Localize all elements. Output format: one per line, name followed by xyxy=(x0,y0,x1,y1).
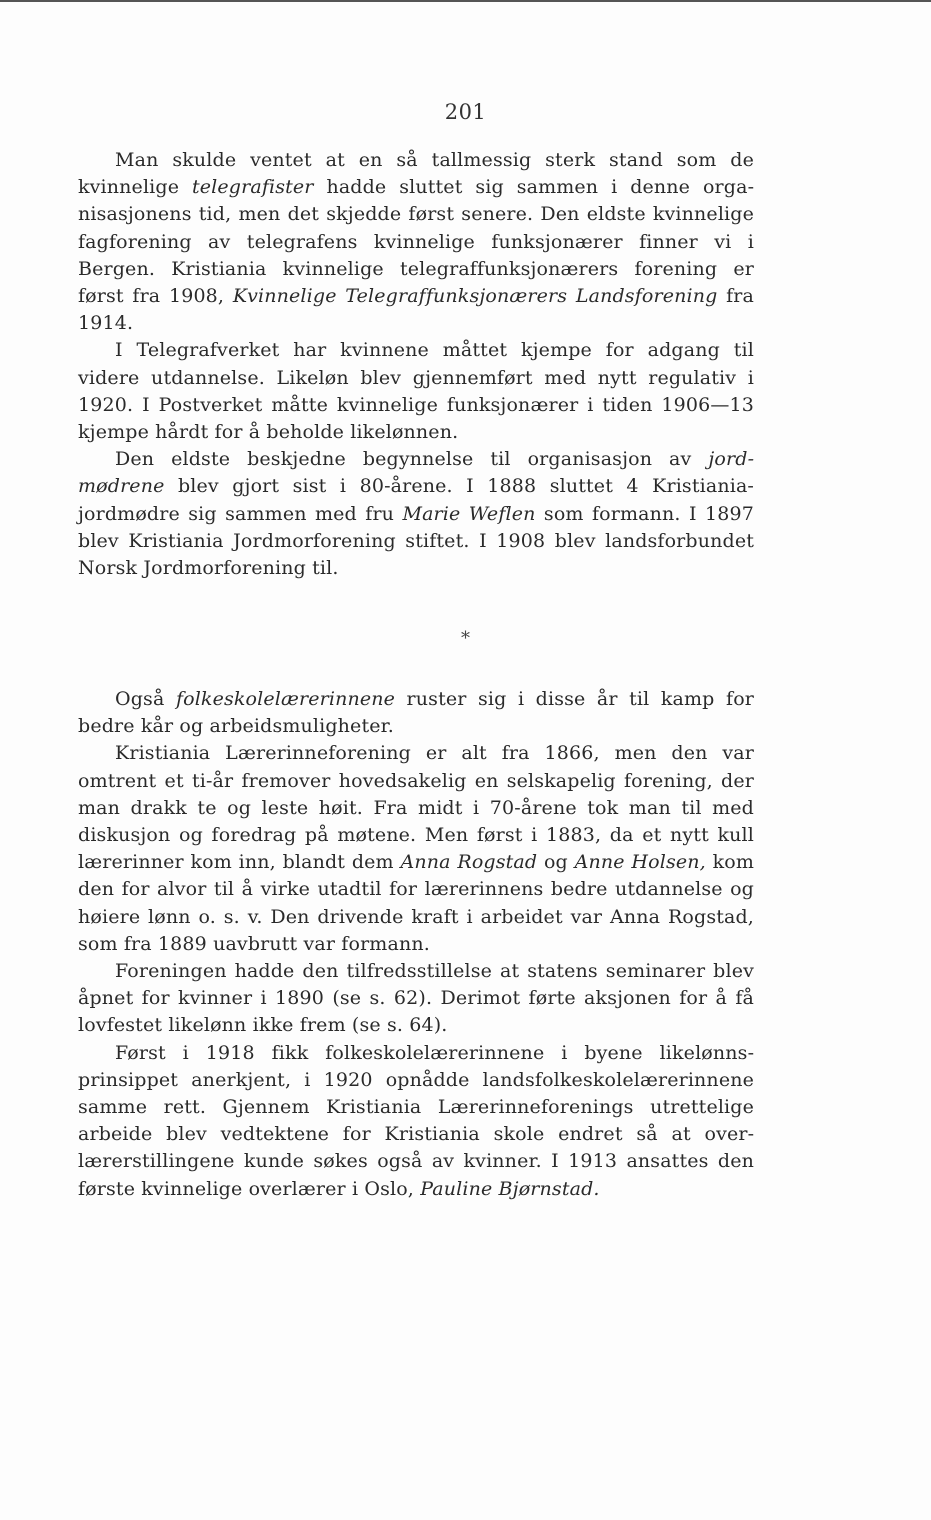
text-run: hadde sluttet sig sammen i denne organisasjonens tid, men det skjedde først senere. Den eldste kvinnelige fagforening av telegrafens kvinnelige funksjonærer finner vi i Bergen. Kristiania kvinnelige telegraffunksjonærers forening er først fra 1908, xyxy=(78,176,754,308)
text-run: kom den for alvor til å virke utadtil for lærerinnens bedre utdannelse og høiere lønn o. s. v. Den drivende kraft i arbeidet var Anna Rogstad, som fra 1889 uavbrutt var formann. xyxy=(78,851,755,955)
text-run-italic: Pauline Bjørnstad. xyxy=(420,1177,600,1200)
text-run: som formann. I 1897 blev Kristiania Jordmorforening stiftet. I 1908 blev landsforbundet Norsk Jordmorforening til. xyxy=(78,502,754,580)
section-separator: * xyxy=(461,628,470,649)
paragraph-telegrafverket xyxy=(78,337,754,446)
text-run: Også xyxy=(115,688,176,710)
paragraph-telegrafister xyxy=(78,147,754,337)
text-run-italic: Anne Holsen, xyxy=(574,851,706,874)
text-run-italic: folkeskolelærerinnene xyxy=(175,688,396,710)
paragraph-likelonn xyxy=(78,1040,754,1203)
text-run: I Telegrafverket har kvinnene måttet kjempe for adgang til videre utdannelse. Likeløn blev gjennemført med nytt regulativ i 1920. I Postverket måtte kvinnelige funksjonærer i tiden 1906—13 kjempe hårdt for å beholde likelønnen. xyxy=(78,339,754,444)
text-run: Kristiania Lærerinneforening er alt fra 1866, men den var omtrent et ti-år fremover hovedsakelig en selskapelig forening, der man drakk te og leste høit. Fra midt i 70-årene tok man til med diskusjon og foredrag på møtene. Men først i 1883, da et nytt kull lærerinner kom inn, blandt dem xyxy=(78,742,754,874)
text-run-italic: jordmødrene xyxy=(78,448,754,498)
text-run-italic: Anna Rogstad xyxy=(400,851,538,874)
text-run: Man skulde ventet at en så tallmessig sterk stand som de kvinnelige xyxy=(78,149,754,199)
text-run: fra 1914. xyxy=(78,285,755,335)
text-run-italic: telegrafister xyxy=(192,176,314,199)
paragraph-folkeskolelaererinnene xyxy=(78,686,754,740)
section-organisations xyxy=(78,147,754,582)
text-run: ruster sig i disse år til kamp for bedre kår og arbeidsmuligheter. xyxy=(78,688,755,738)
paragraph-seminarer xyxy=(78,958,754,1040)
text-run-italic: Kvinnelige Telegraffunksjonærers Landsforening xyxy=(232,285,718,308)
text-run: Foreningen hadde den tilfredsstillelse at statens seminarer blev åpnet for kvinner i 1890 (se s. 62). Derimot førte aksjonen for å få lovfestet likelønn ikke frem (se s. 64). xyxy=(78,960,754,1037)
text-run-italic: Marie Weflen xyxy=(402,502,536,525)
paragraph-jordmodrene xyxy=(78,446,754,582)
text-run: og xyxy=(537,851,575,874)
paragraph-laererinneforening xyxy=(78,740,754,958)
page-number: 201 xyxy=(444,100,487,124)
section-laererinner xyxy=(78,686,754,1203)
text-run: Den eldste beskjedne begynnelse til organisasjon av xyxy=(115,448,709,471)
text-run: Først i 1918 fikk folkeskolelærerinnene i byene likelønnsprinsippet anerkjent, i 1920 opnådde landsfolkeskolelærerinnene samme rett. Gjennem Kristiania Lærerinneforenings utrettelige arbeide blev vedtektene for Kristiania skole endret så at overlærerstillingene kunde søkes også av kvinner. I 1913 ansattes den første kvinnelige overlærer i Oslo, xyxy=(78,1041,754,1200)
page-top-edge xyxy=(0,0,931,2)
text-run: blev gjort sist i 80-årene. I 1888 sluttet 4 Kristiania-jordmødre sig sammen med fru xyxy=(78,475,754,525)
